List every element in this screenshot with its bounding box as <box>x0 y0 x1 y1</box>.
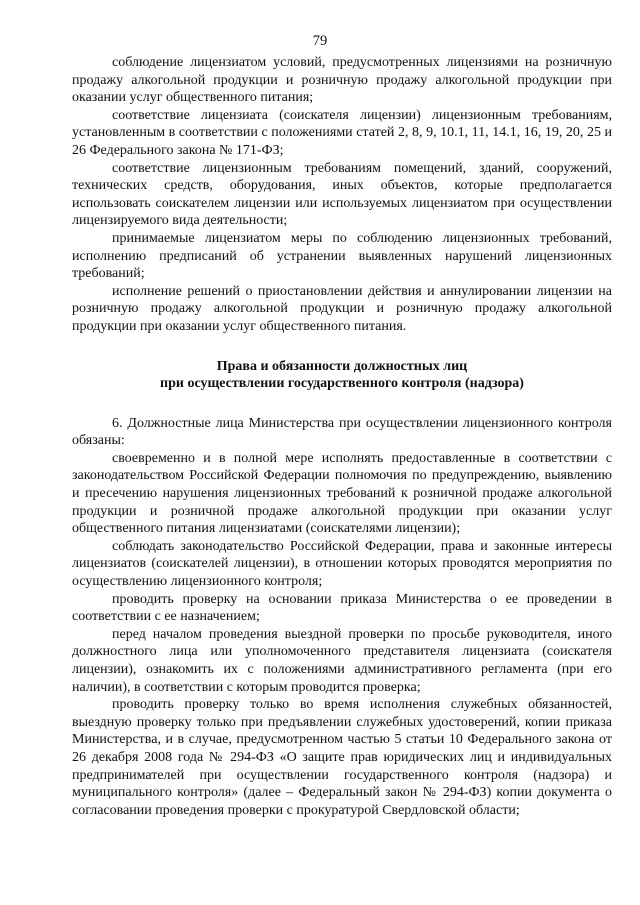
section-heading <box>72 358 612 393</box>
paragraph: 6. Должностные лица Министерства при осуществлении лицензионного контроля обязаны: <box>72 415 612 449</box>
paragraph: соответствие лицензионным требованиям помещений, зданий, сооружений, технических средств, оборудования, иных объектов, которые предполагается использовать соискателем лицензии или используемых лицензиатом при осуществлении лицензируемого вида деятельности; <box>72 160 612 229</box>
paragraph: соблюдение лицензиатом условий, предусмотренных лицензиями на розничную продажу алкогольной продукции и розничную продажу алкогольной продукции при оказании услуг общественного питания; <box>72 55 612 106</box>
paragraph: своевременно и в полной мере исполнять предоставленные в соответствии с законодательством Российской Федерации полномочия по предупреждению, выявлению и пресечению нарушения лицензионных требований к розничной продаже алкогольной продукции и розничной продаже алкогольной продукции при оказании услуг общественного питания лицензиатами (соискателями лицензии); <box>72 450 612 537</box>
paragraph: соблюдать законодательство Российской Федерации, права и законные интересы лицензиатов (соискателей лицензии), в отношении которых проводятся мероприятия по осуществлению лицензионного контроля; <box>72 538 612 590</box>
paragraph: соответствие лицензиата (соискателя лицензии) лицензионным требованиям, установленным в соответствии с положениями статей 2, 8, 9, 10.1, 11, 14.1, 16, 19, 20, 25 и 26 Федерального закона № 171-ФЗ; <box>72 107 612 158</box>
paragraph: исполнение решений о приостановлении действия и аннулировании лицензии на розничную продажу алкогольной продукции и розничную продажу алкогольной продукции при оказании услуг общественного питания. <box>72 283 612 334</box>
paragraph: проводить проверку только во время исполнения служебных обязанностей, выездную проверку только при предъявлении служебных удостоверений, копии приказа Министерства, и в случае, предусмотренном частью 5 статьи 10 Федерального закона от 26 декабря 2008 года № 294-ФЗ «О защите прав юридических лиц и индивидуальных предпринимателей при осуществлении государственного контроля (надзора) и муниципального контроля» (далее – Федеральный закон № 294-ФЗ) копии документа о согласовании проведения проверки с прокуратурой Свердловской области; <box>72 697 612 818</box>
section-heading-line-1: Права и обязанности должностных лиц <box>216 358 468 374</box>
paragraph: перед началом проведения выездной проверки по просьбе руководителя, иного должностного лица или уполномоченного представителя лицензиата (соискателя лицензии), ознакомить их с положениями административного регламента (при его наличии), в соответствии с которым проводится проверка; <box>72 626 612 695</box>
document-body <box>72 54 612 819</box>
page-number: 79 <box>312 33 328 49</box>
paragraph: принимаемые лицензиатом меры по соблюдению лицензионных требований, исполнению предписаний об устранении выявленных нарушений лицензионных требований; <box>72 230 612 282</box>
section-heading-line-2: при осуществлении государственного контроля (надзора) <box>160 376 524 392</box>
paragraph: проводить проверку на основании приказа Министерства о ее проведении в соответствии с ее назначением; <box>72 591 612 625</box>
